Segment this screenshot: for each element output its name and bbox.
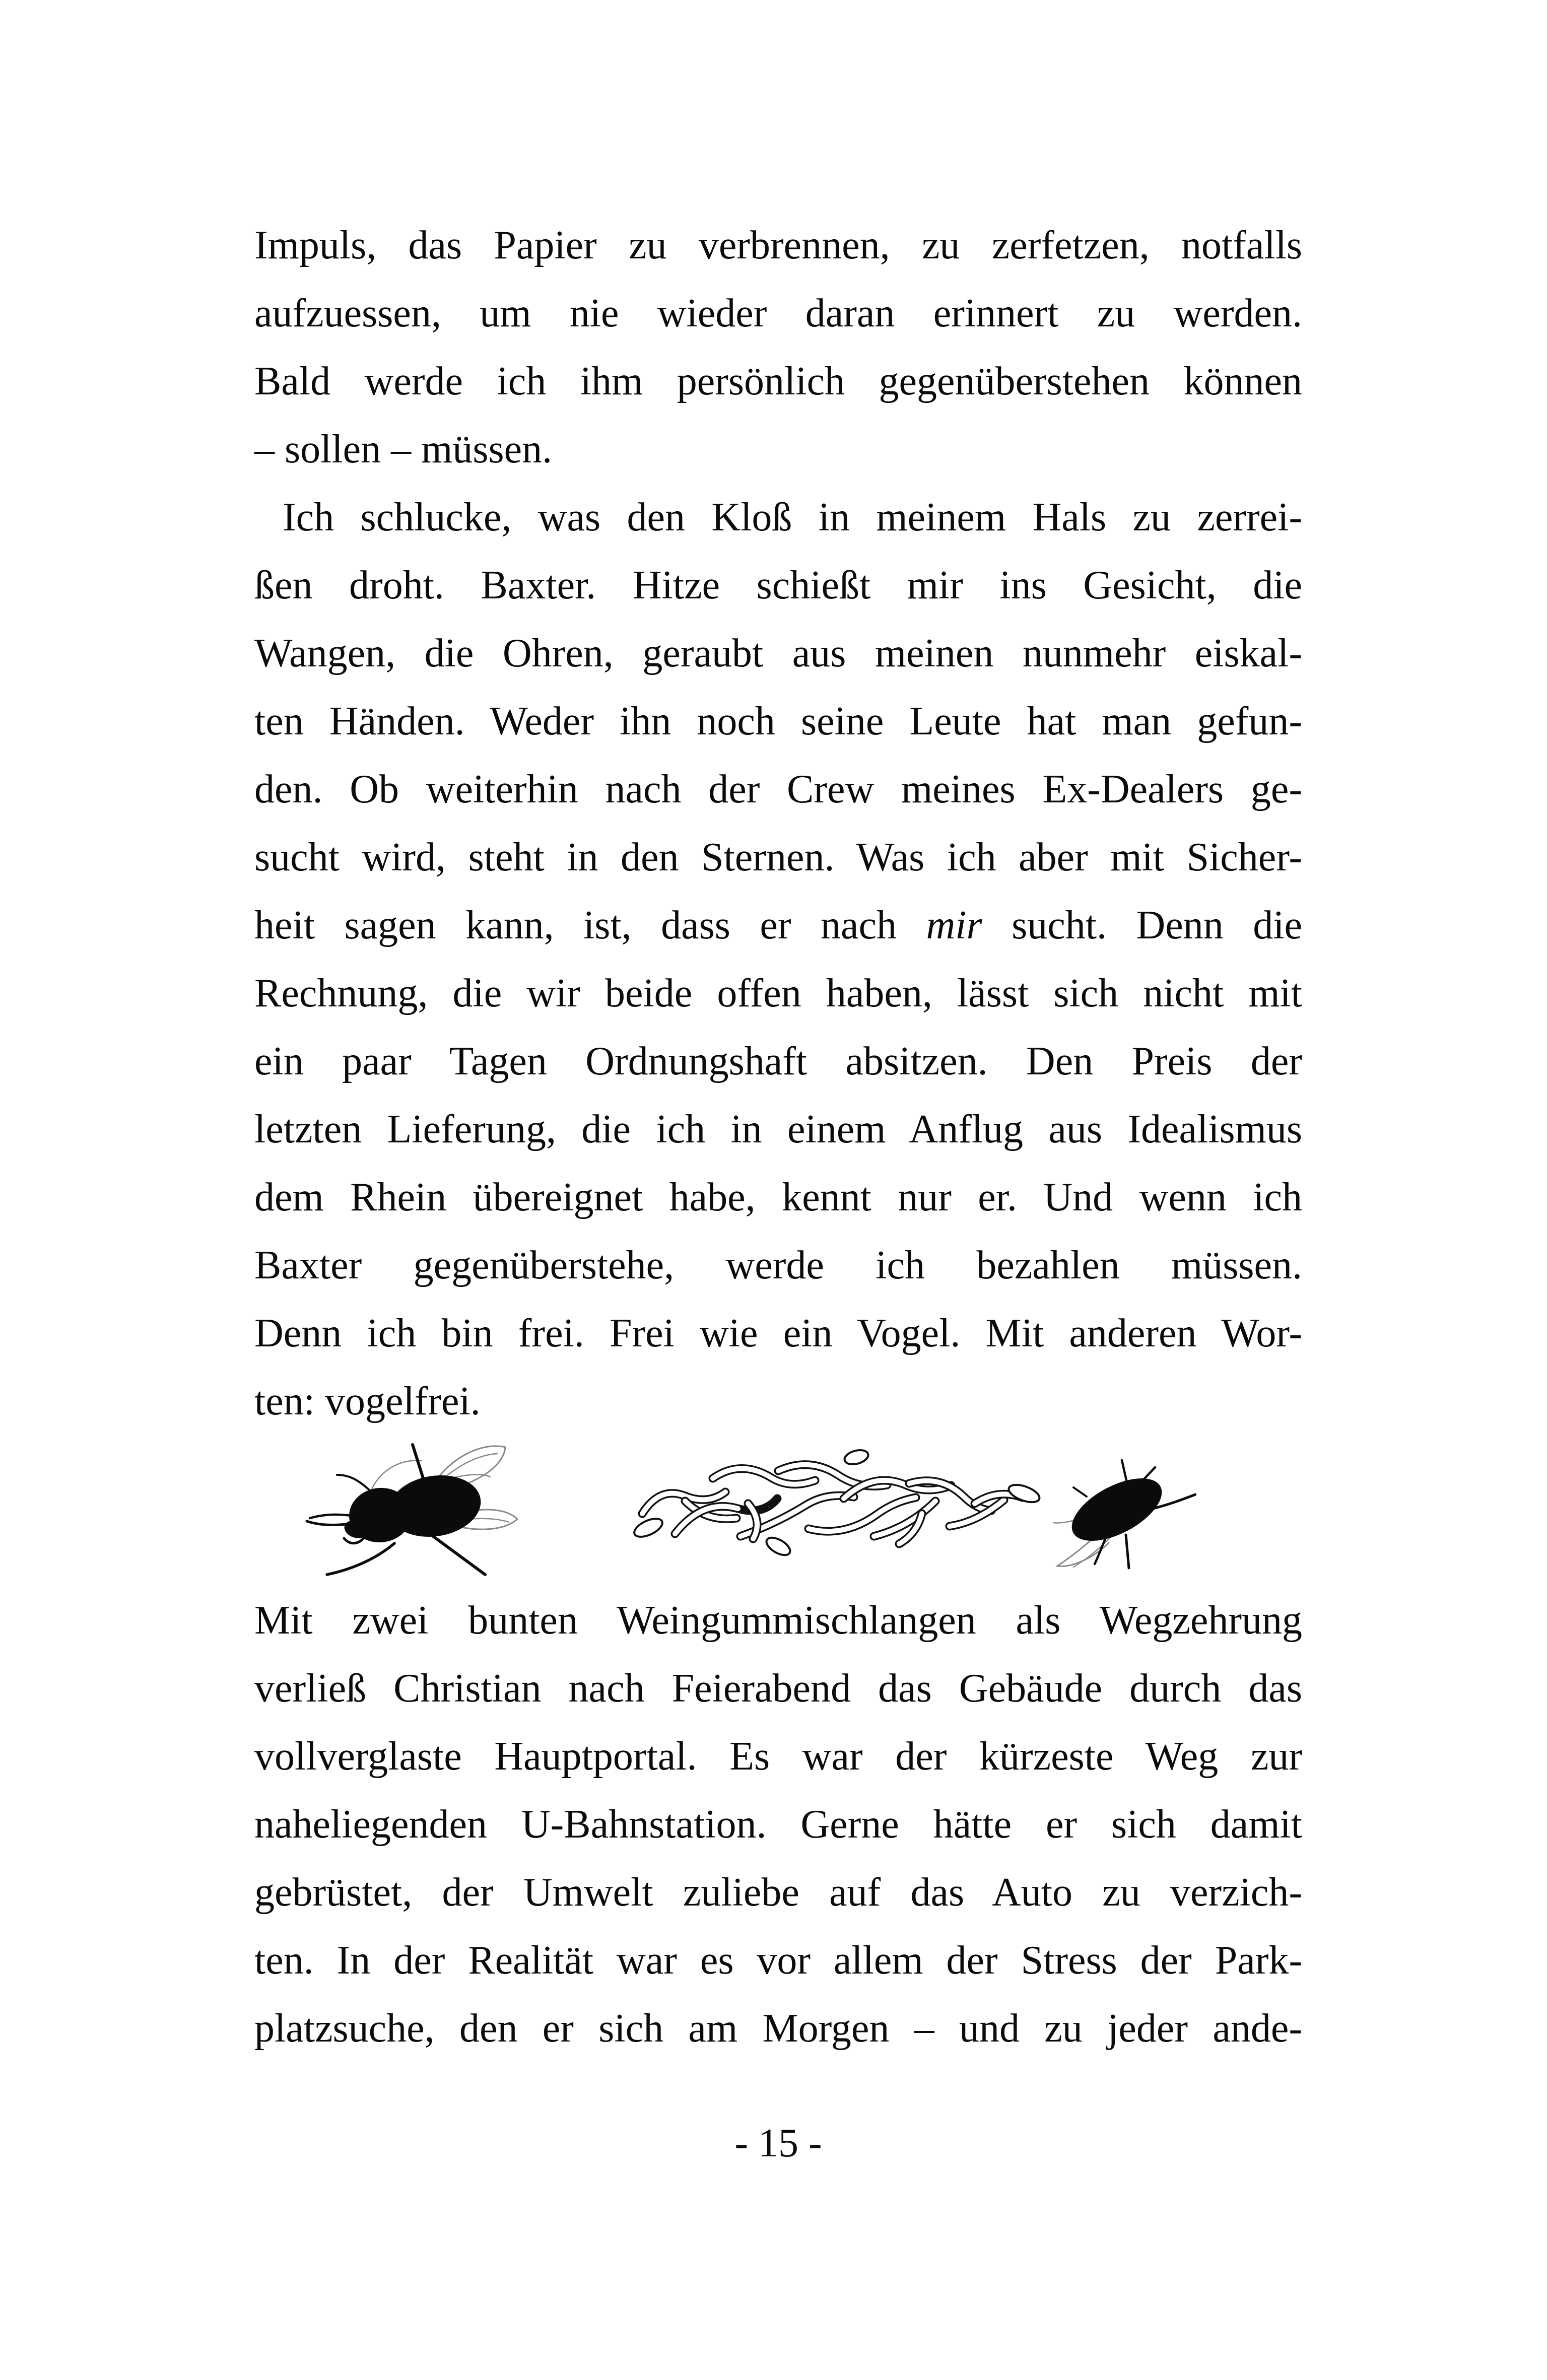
paragraph-3 [254,1587,1302,2063]
text-line-with-emphasis [254,892,1302,960]
gummy-worms-icon [627,1443,1045,1559]
text-line: Ich schlucke, was den Kloß in meinem Hals zu zerrei- [283,495,1302,539]
text-line: dem Rhein übereignet habe, kennt nur er. Und wenn ich [254,1175,1302,1219]
text-line: gebrüstet, der Umwelt zuliebe auf das Auto zu verzich- [254,1870,1302,1915]
text-line: vollverglaste Hauptportal. Es war der kürzeste Weg zur [254,1734,1302,1779]
text-line: ein paar Tagen Ordnungshaft absitzen. Den Preis der [254,1039,1302,1083]
text-line: Wangen, die Ohren, geraubt aus meinen nunmehr eiskal- [254,631,1302,675]
text-line: den. Ob weiterhin nach der Crew meines Ex-Dealers ge- [254,767,1302,811]
text-line: ten. In der Realität war es vor allem der Stress der Park- [254,1938,1302,1983]
text-line: ten Händen. Weder ihn noch seine Leute hat man gefun- [254,699,1302,743]
page-number: - 15 - [734,2121,822,2165]
paragraph-2 [254,484,1302,1436]
text-line: Mit zwei bunten Weingummischlangen als Wegzehrung [254,1598,1302,1643]
paragraph-1 [254,212,1302,484]
text-line: Rechnung, die wir beide offen haben, lässt sich nicht mit [254,971,1302,1015]
fly-icon [1050,1453,1196,1574]
text-segment: sucht. Denn die [982,903,1303,947]
text-line: verließ Christian nach Feierabend das Gebäude durch das [254,1666,1302,1711]
text-line: letzten Lieferung, die ich in einem Anflug aus Idealismus [254,1107,1302,1151]
text-line: Denn ich bin frei. Frei wie ein Vogel. Mit anderen Wor- [254,1311,1302,1355]
page-text [254,212,1302,2063]
emphasized-word: mir [926,903,982,947]
text-segment: heit sagen kann, ist, dass er nach [254,903,926,947]
text-line: ten: vogelfrei. [254,1379,481,1423]
text-line: naheliegenden U-Bahnstation. Gerne hätte er sich damit [254,1802,1302,1847]
text-line: aufzuessen, um nie wieder daran erinnert zu werden. [254,291,1302,335]
text-line: Baxter gegenüberstehe, werde ich bezahlen müssen. [254,1243,1302,1287]
text-line: – sollen – müssen. [254,427,553,471]
fly-icon [305,1431,521,1577]
text-line: sucht wird, steht in den Sternen. Was ich aber mit Sicher- [254,835,1302,879]
text-line: Impuls, das Papier zu verbrennen, zu zerfetzen, notfalls [254,223,1302,267]
text-line: Bald werde ich ihm persönlich gegenüberstehen können [254,359,1302,403]
text-line: platzsuche, den er sich am Morgen – und zu jeder ande- [254,2006,1302,2051]
scene-separator [254,1436,1302,1587]
text-line: ßen droht. Baxter. Hitze schießt mir ins Gesicht, die [254,563,1302,607]
